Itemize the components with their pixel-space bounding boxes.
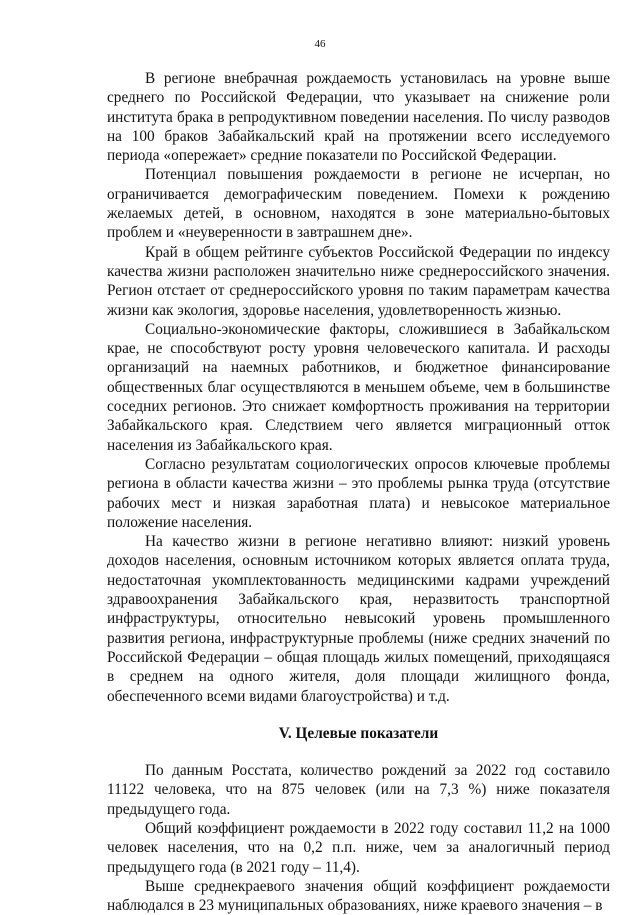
paragraph: Социально-экономические факторы, сложившиеся в Забайкальском крае, не способствуют росту уровня человеческого капитала. И расходы организаций на наемных работников, и бюджетное финансирование общественных благ осуществляются в меньшем объеме, чем в большинстве соседних регионов. Это снижает комфортность проживания на территории Забайкальского края. Следствием чего является миграционный отток населения из Забайкальского края. [107,320,610,454]
paragraph: Общий коэффициент рождаемости в 2022 году составил 11,2 на 1000 человек населения, что на 0,2 п.п. ниже, чем за аналогичный период предыдущего года (в 2021 году – 11,4). [107,819,610,876]
paragraph: На качество жизни в регионе негативно влияют: низкий уровень доходов населения, основным источником которых является оплата труда, недостаточная укомплектованность медицинскими кадрами учреждений здравоохранения Забайкальского края, неразвитость транспортной инфраструктуры, относительно невысокий уровень промышленного развития региона, инфраструктурные проблемы (ниже средних значений по Российской Федерации – общая площадь жилых помещений, приходящаяся в среднем на одного жителя, доля площади жилищного фонда, обеспеченного всеми видами благоустройства) и т.д. [107,533,610,705]
paragraph: Согласно результатам социологических опросов ключевые проблемы региона в области качества жизни – это проблемы рынка труда (отсутствие рабочих мест и низкая заработная плата) и невысокое материальное положение населения. [107,455,610,531]
paragraph: Выше среднекраевого значения общий коэффициент рождаемости наблюдался в 23 муниципальных образованиях, ниже краевого значения – в [107,877,610,915]
paragraph: Край в общем рейтинге субъектов Российской Федерации по индексу качества жизни расположен значительно ниже среднероссийского значения. Регион отстает от среднероссийского уровня по таким параметрам качества жизни как экология, здоровье населения, удовлетворенность жизнью. [107,243,610,319]
section-title: V. Целевые показатели [278,724,439,742]
paragraph: По данным Росстата, количество рождений за 2022 год составило 11122 человека, что на 875 человек (или на 7,3 %) ниже показателя предыдущего года. [107,762,610,818]
page-number: 46 [314,38,326,50]
paragraph: Потенциал повышения рождаемости в регионе не исчерпан, но ограничивается демографическим поведением. Помехи к рождению желаемых детей, в основном, находятся в зоне материально-бытовых проблем и «неуверенности в завтрашнем дне». [107,166,610,242]
document-body [107,69,610,915]
paragraph: В регионе внебрачная рождаемость установилась на уровне выше среднего по Российской Федерации, что указывает на снижение роли института брака в репродуктивном поведении населения. По числу разводов на 100 браков Забайкальский край на протяжении всего исследуемого периода «опережает» средние показатели по Российской Федерации. [107,70,610,165]
